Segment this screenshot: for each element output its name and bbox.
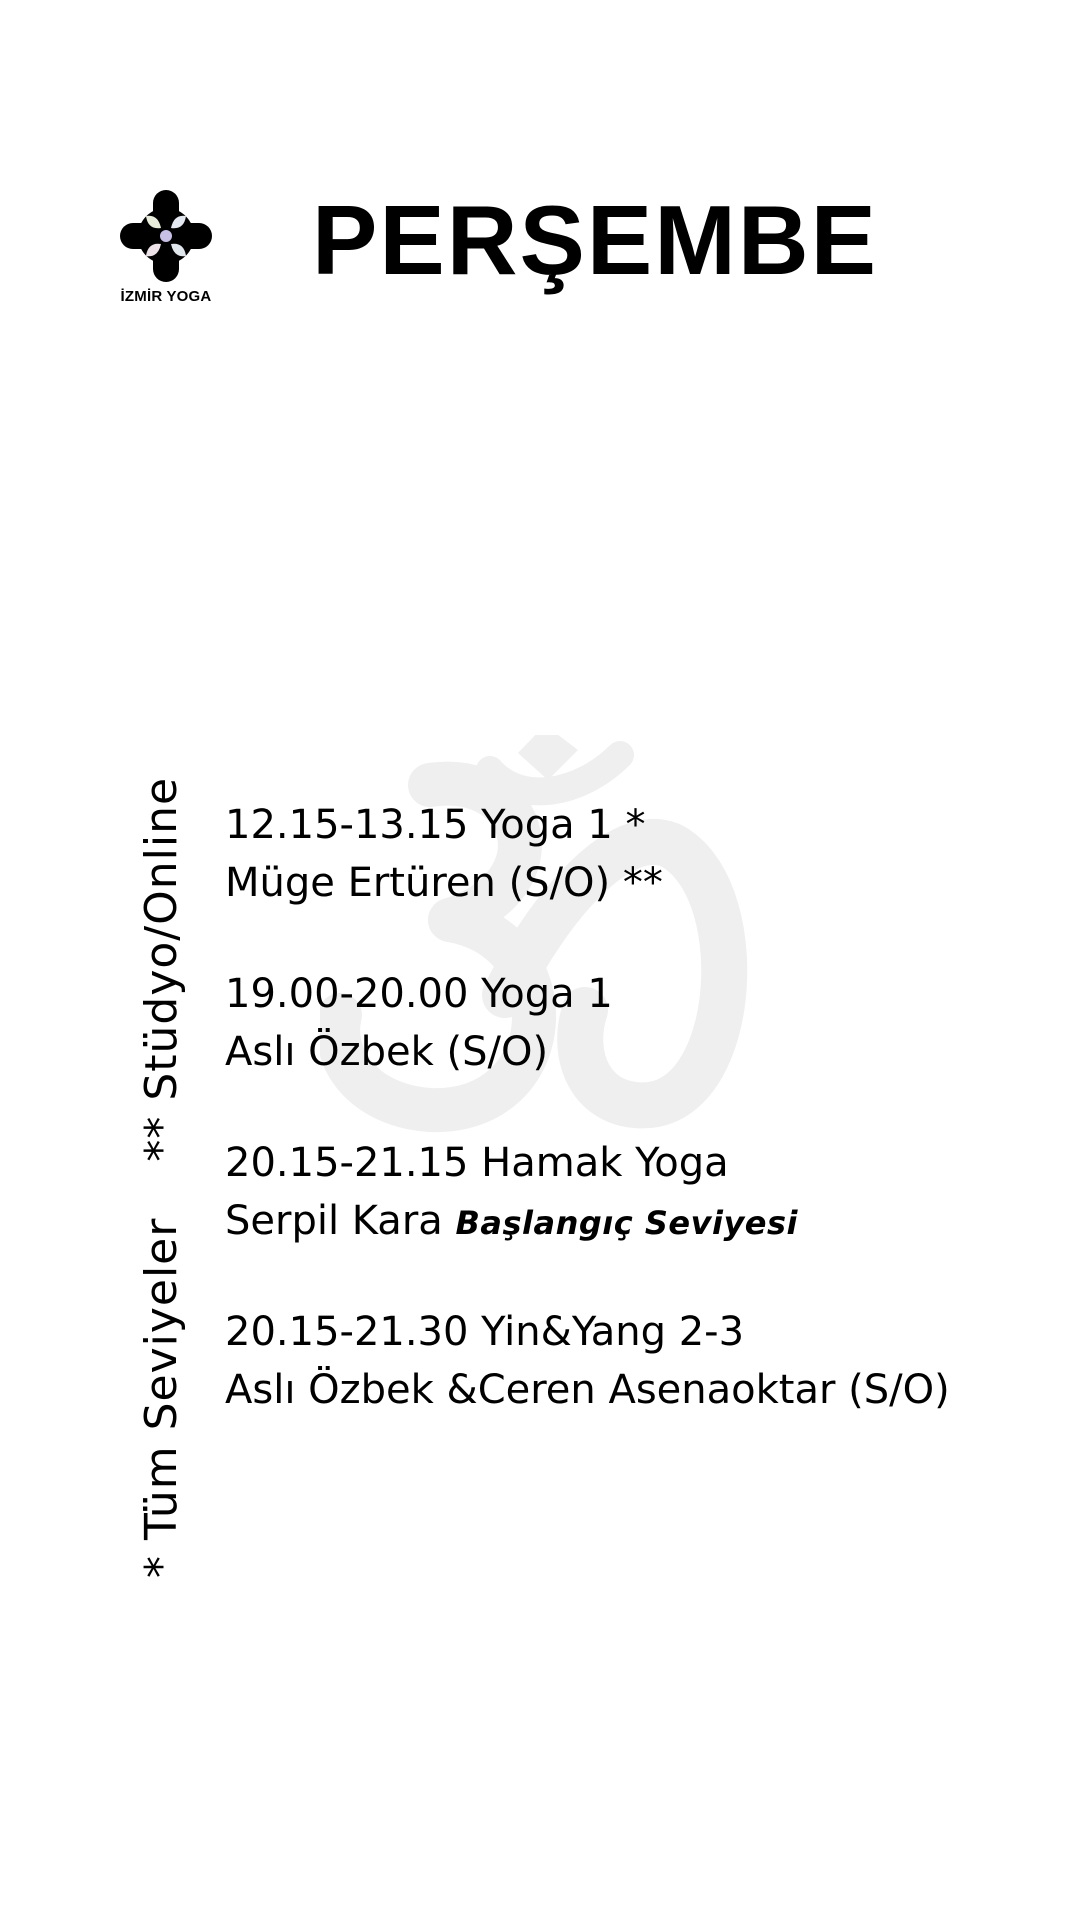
instructor-name: Serpil Kara bbox=[225, 1198, 456, 1244]
class-schedule bbox=[225, 796, 1065, 1472]
class-time-title: 20.15-21.15 Hamak Yoga bbox=[225, 1140, 729, 1186]
class-instructor bbox=[225, 1192, 1065, 1252]
instructor-name: Müge Ertüren (S/O) ** bbox=[225, 860, 663, 906]
class-instructor bbox=[225, 1023, 1065, 1081]
class-time-title: 20.15-21.30 Yin&Yang 2-3 bbox=[225, 1309, 745, 1355]
instructor-name: Aslı Özbek &Ceren Asenaoktar (S/O) bbox=[225, 1367, 950, 1413]
studio-online-label: Stüdyo/Online bbox=[136, 776, 187, 1101]
class-instructor bbox=[225, 1361, 1065, 1419]
class-instructor bbox=[225, 854, 1065, 912]
class-entry bbox=[225, 1303, 1065, 1472]
class-entry bbox=[225, 965, 1065, 1134]
all-levels-mark: * bbox=[136, 1555, 187, 1578]
logo-text: İZMİR YOGA bbox=[120, 288, 212, 305]
studio-online-mark: ** bbox=[136, 1115, 187, 1162]
lotus-cross-logo-icon bbox=[116, 186, 216, 286]
page-title: PERŞEMBE bbox=[312, 185, 879, 295]
all-levels-label: Tüm Seviyeler bbox=[136, 1217, 187, 1540]
class-time-title: 12.15-13.15 Yoga 1 * bbox=[225, 802, 646, 848]
instructor-name: Aslı Özbek (S/O) bbox=[225, 1029, 549, 1075]
class-time-title: 19.00-20.00 Yoga 1 bbox=[225, 971, 613, 1017]
class-entry bbox=[225, 1134, 1065, 1303]
class-entry bbox=[225, 796, 1065, 965]
logo bbox=[110, 180, 222, 310]
level-note: Başlangıç Seviyesi bbox=[455, 1204, 799, 1242]
level-legend bbox=[132, 628, 192, 1578]
